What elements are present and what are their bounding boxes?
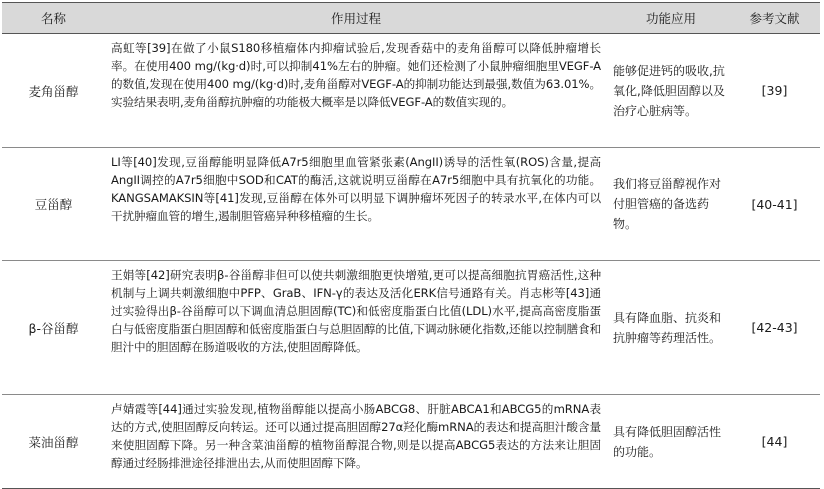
header-process: 作用过程 [330,11,381,26]
row-process: 高虹等[39]在做了小鼠S180移植瘤体内抑瘤试验后,发现香菇中的麦角甾醇可以降低肿瘤增长率。在使用400 mg/(kg·d)时,可以抑制41%左右的肿瘤。她们还检测了小鼠肿瘤细胞里VEGF-A的数值,发现在使用400 mg/(kg·d)时,麦角甾醇对VEGF-A的抑制功能达到最强,数值为63.01%。实验结果表明,麦角甾醇抗肿瘤的功能极大概率是以降低VEGF-A的数值实现的。 [111,41,601,110]
row-reference: [40-41] [751,196,798,212]
row-reference: [44] [761,434,788,449]
row-name: 麦角甾醇 [28,83,79,99]
row-process: 王娟等[42]研究表明β-谷甾醇非但可以使共刺激细胞更快增殖,更可以提高细胞抗胃癌活性,这种机制与上调共刺激细胞中PFP、GraB、IFN-γ的表达及活化ERK信号通路有关。肖志彬等[43]通过实验得出β-谷甾醇可以下调血清总胆固醇(TC)和低密度脂蛋白比值(LDL)水平,提高高密度脂蛋白与低密度脂蛋白胆固醇和低密度脂蛋白与总胆固醇的比值,下调动脉硬化指数,还能以控制膳食和胆汁中的胆固醇在肠道吸收的方法,使胆固醇降低。 [111,268,601,355]
compound-table [2,2,820,489]
row-application: 我们将豆甾醇视作对付胆管癌的备选药物。 [613,177,722,231]
table-header [2,2,820,34]
header-reference: 参考文献 [749,11,800,26]
header-name: 名称 [40,11,66,26]
row-name: 豆甾醇 [34,197,73,212]
row-name: β-谷甾醇 [28,320,79,336]
row-name: 菜油甾醇 [28,434,79,450]
row-application: 具有降低胆固醇活性的功能。 [613,424,722,459]
row-reference: [39] [761,83,788,98]
row-reference: [42-43] [751,320,798,335]
table-row [2,261,820,395]
row-application: 能够促进钙的吸收,抗氧化,降低胆固醇以及治疗心脏病等。 [613,63,725,118]
row-application: 具有降血脂、抗炎和抗肿瘤等药理活性。 [613,310,722,345]
table-row [2,148,820,261]
row-process: LI等[40]发现,豆甾醇能明显降低A7r5细胞里血管紧张素(AngII)诱导的活性氧(ROS)含量,提高AngII调控的A7r5细胞中SOD和CAT的酶活,这就说明豆甾醇在A7r5细胞中具有抗氧化的功能。KANGSAMAKSIN等[41]发现,豆甾醇在体外可以明显下调肿瘤坏死因子的转录水平,在体内可以干扰肿瘤血管的增生,遏制胆管癌异种移植瘤的生长。 [111,155,601,224]
header-application: 功能应用 [645,11,696,26]
table-row [2,34,820,148]
row-process: 卢婧霞等[44]通过实验发现,植物甾醇能以提高小肠ABCG8、肝脏ABCA1和ABCG5的mRNA表达的方式,使胆固醇反向转运。还可以通过提高胆固醇27α羟化酶mRNA的表达和提高胆汁酸含量来使胆固醇下降。另一种含菜油甾醇的植物甾醇混合物,则是以提高ABCG5表达的方法来让胆固醇通过经肠排泄途径排泄出去,从而使胆固醇下降。 [111,402,601,471]
table-row [2,395,820,489]
